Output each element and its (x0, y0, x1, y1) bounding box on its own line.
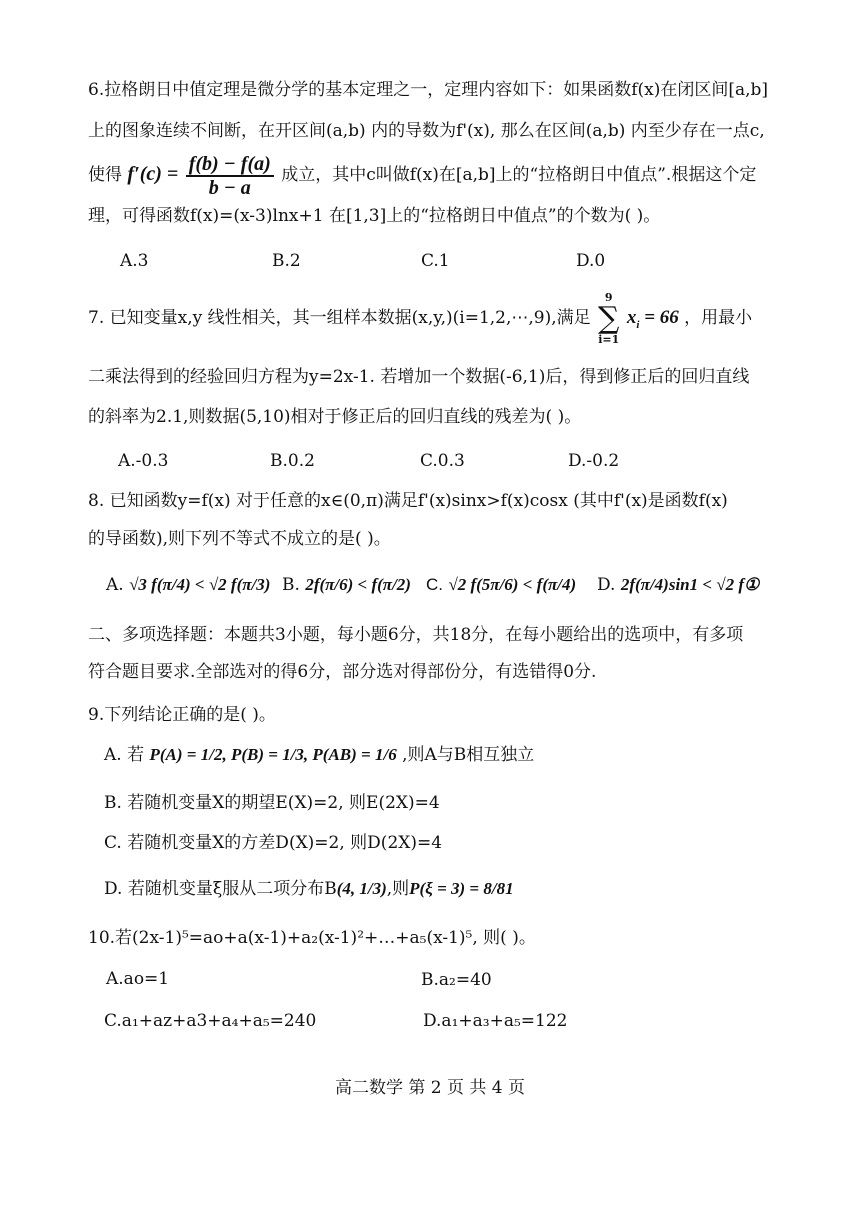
q7-sum-upper: 9 (604, 290, 613, 304)
q8-option-a-label: A. (106, 575, 124, 595)
q6-formula-denominator: b − a (208, 176, 251, 199)
q8-line-2: 的导函数),则下列不等式不成立的是( )。 (88, 529, 391, 549)
q7-option-c[interactable]: C.0.3 (420, 451, 465, 471)
q6-option-c[interactable]: C.1 (421, 251, 450, 271)
q7-sum-equals: = 66 (639, 307, 679, 328)
q8-option-d[interactable] (597, 573, 759, 597)
q7-line-3: 的斜率为2.1,则数据(5,10)相对于修正后的回归直线的残差为( )。 (88, 407, 582, 427)
section2-line-2: 符合题目要求.全部选对的得6分，部分选对得部份分，有选错得0分. (88, 662, 597, 682)
q6-formula-fraction (186, 153, 274, 199)
q10-option-d[interactable]: D.a₁+a₃+a₅=122 (423, 1011, 568, 1031)
q8-option-c-label: C. (426, 575, 443, 594)
q7-line-1-suffix: ，用最小 (684, 308, 753, 328)
sigma-icon: ∑ (598, 300, 620, 336)
q9-option-d-mid: ,则 (386, 879, 410, 899)
q6-option-b[interactable]: B.2 (272, 251, 301, 271)
q7-option-d[interactable]: D.-0.2 (568, 451, 620, 471)
q8-option-a-math: √3 f(π/4) < √2 f(π/3) (129, 575, 271, 594)
q10-option-b[interactable]: B.a₂=40 (421, 970, 492, 990)
q10-option-c[interactable]: C.a₁+az+a3+a₄+a₅=240 (104, 1011, 317, 1031)
q7-option-b[interactable]: B.0.2 (270, 451, 315, 471)
q8-option-b-math: 2f(π/6) < f(π/2) (305, 575, 411, 594)
q6-line-3-suffix: 成立，其中c叫做f(x)在[a,b]上的“拉格朗日中值点”.根据这个定 (281, 165, 757, 185)
q8-line-1: 8. 已知函数y=f(x) 对于任意的x∈(0,π)满足f'(x)sinx>f(x)cosx (其中f'(x)是函数f(x) (88, 491, 728, 511)
q6-option-a[interactable]: A.3 (120, 251, 149, 271)
q8-option-b[interactable] (282, 573, 411, 597)
q7-sum-lower: i=1 (598, 332, 620, 346)
section2-line-1: 二、多项选择题：本题共3小题，每小题6分，共18分，在每小题给出的选项中，有多项 (88, 625, 744, 645)
q9-option-a-math: P(A) = 1/2, P(B) = 1/3, P(AB) = 1/6 (149, 745, 397, 764)
q9-option-d[interactable] (104, 877, 514, 901)
q9-stem: 9.下列结论正确的是( )。 (88, 705, 276, 725)
q8-option-d-math: 2f(π/4)sin1 < √2 f① (620, 575, 760, 594)
q6-line-2: 上的图象连续不间断，在开区间(a,b) 内的导数为f'(x), 那么在区间(a,b) 内至少存在一点c, (88, 121, 765, 141)
q9-option-d-prefix: D. 若随机变量ξ服从二项分布B (104, 879, 337, 899)
q7-summation (598, 292, 619, 346)
q10-option-a[interactable]: A.ao=1 (106, 969, 170, 989)
q6-option-d[interactable]: D.0 (576, 251, 606, 271)
q9-option-b[interactable]: B. 若随机变量X的期望E(X)=2, 则E(2X)=4 (104, 793, 440, 813)
q6-formula-lhs: f′(c) = (127, 163, 179, 185)
q7-sum-term (626, 307, 679, 331)
q6-line-1: 6.拉格朗日中值定理是微分学的基本定理之一，定理内容如下：如果函数f(x)在闭区间[a,b] (88, 80, 769, 100)
q9-option-a-prefix: A. 若 (104, 745, 150, 765)
page-footer: 高二数学 第 2 页 共 4 页 (334, 1078, 526, 1098)
q10-stem: 10.若(2x-1)⁵=ao+a(x-1)+a₂(x-1)²+…+a₅(x-1)⁵, 则( )。 (88, 928, 536, 948)
q7-line-2: 二乘法得到的经验回归方程为y=2x-1. 若增加一个数据(-6,1)后，得到修正后的回归直线 (88, 367, 750, 387)
q6-line-3-prefix: 使得 (88, 165, 122, 185)
q9-option-a-suffix: ,则A与B相互独立 (402, 745, 535, 765)
q6-formula-numerator: f(b) − f(a) (186, 153, 274, 177)
q8-option-c-math: √2 f(5π/6) < f(π/4) (448, 575, 577, 594)
q7-option-a[interactable]: A.-0.3 (118, 451, 169, 471)
q8-option-a[interactable] (106, 573, 270, 597)
q9-option-d-binomial: (4, 1/3) (336, 879, 387, 898)
q7-sum-subscript: i (636, 318, 640, 331)
q7-sum-variable: x (626, 307, 637, 328)
q8-option-d-label: D. (597, 575, 616, 595)
q7-line-1-prefix: 7. 已知变量x,y 线性相关，其一组样本数据(x,y,)(i=1,2,⋯,9),满足 (88, 308, 591, 328)
q9-option-a[interactable] (104, 743, 534, 767)
q6-line-4: 理，可得函数f(x)=(x-3)lnx+1 在[1,3]上的“拉格朗日中值点”的个数为( )。 (88, 206, 661, 226)
q9-option-d-probability: P(ξ = 3) = 8/81 (409, 879, 514, 898)
q9-option-c[interactable]: C. 若随机变量X的方差D(X)=2, 则D(2X)=4 (104, 833, 443, 853)
q6-line-3 (88, 152, 756, 199)
q8-option-b-label: B. (282, 575, 300, 595)
q7-line-1 (88, 288, 752, 355)
q8-option-c[interactable] (426, 573, 576, 597)
